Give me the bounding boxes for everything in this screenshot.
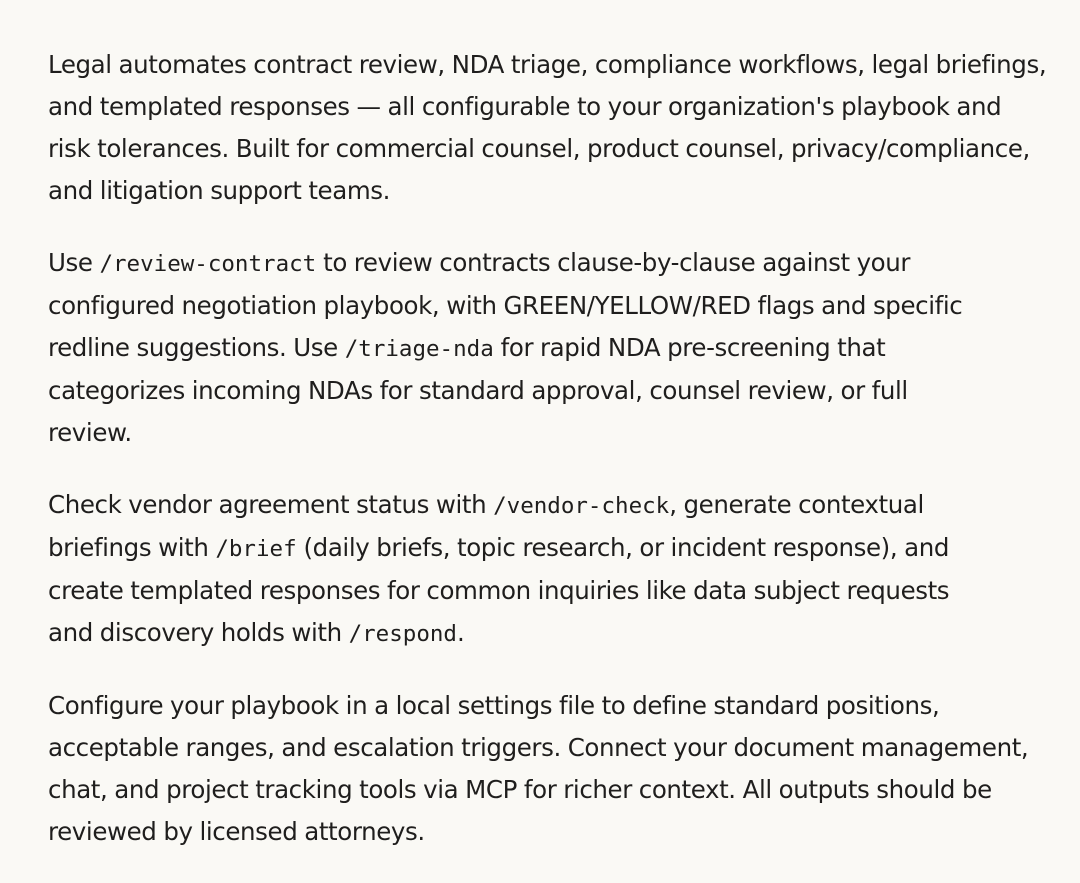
paragraph-other-commands <box>48 484 983 655</box>
text-segment: . <box>456 618 465 647</box>
paragraph-configuration: Configure your playbook in a local settings file to define standard positions, acceptable ranges, and escalation triggers. Connect your document management, chat, and project tracking tools via MCP for richer context. All outputs should be reviewed by licensed attorneys. <box>48 691 1029 846</box>
brief-command: /brief <box>215 536 297 562</box>
paragraph-review-commands <box>48 242 988 454</box>
paragraph-overview: Legal automates contract review, NDA triage, compliance workflows, legal briefings, and templated responses — all configurable to your organization's playbook and risk tolerances. Built for commercial counsel, product counsel, privacy/compliance, and litigation support teams. <box>48 50 1047 205</box>
plugin-description <box>48 44 1048 883</box>
respond-command: /respond <box>348 621 457 647</box>
text-segment: , generate contextual briefings with <box>48 490 924 562</box>
text-segment: for rapid NDA pre-screening that categorizes incoming NDAs for standard approval, counsel review, or full review. <box>48 333 908 447</box>
vendor-check-command: /vendor-check <box>493 493 670 519</box>
triage-nda-command: /triage-nda <box>344 336 494 362</box>
text-segment: Check vendor agreement status with <box>48 490 494 519</box>
text-segment: (daily briefs, topic research, or incident response), and create templated responses for common inquiries like data subject requests and discovery holds with <box>48 533 950 647</box>
text-segment: Use <box>48 248 100 277</box>
text-segment: to review contracts clause-by-clause against your configured negotiation playbook, with GREEN/YELLOW/RED flags and specific redline suggestions. Use <box>48 248 963 362</box>
review-contract-command: /review-contract <box>99 251 317 277</box>
